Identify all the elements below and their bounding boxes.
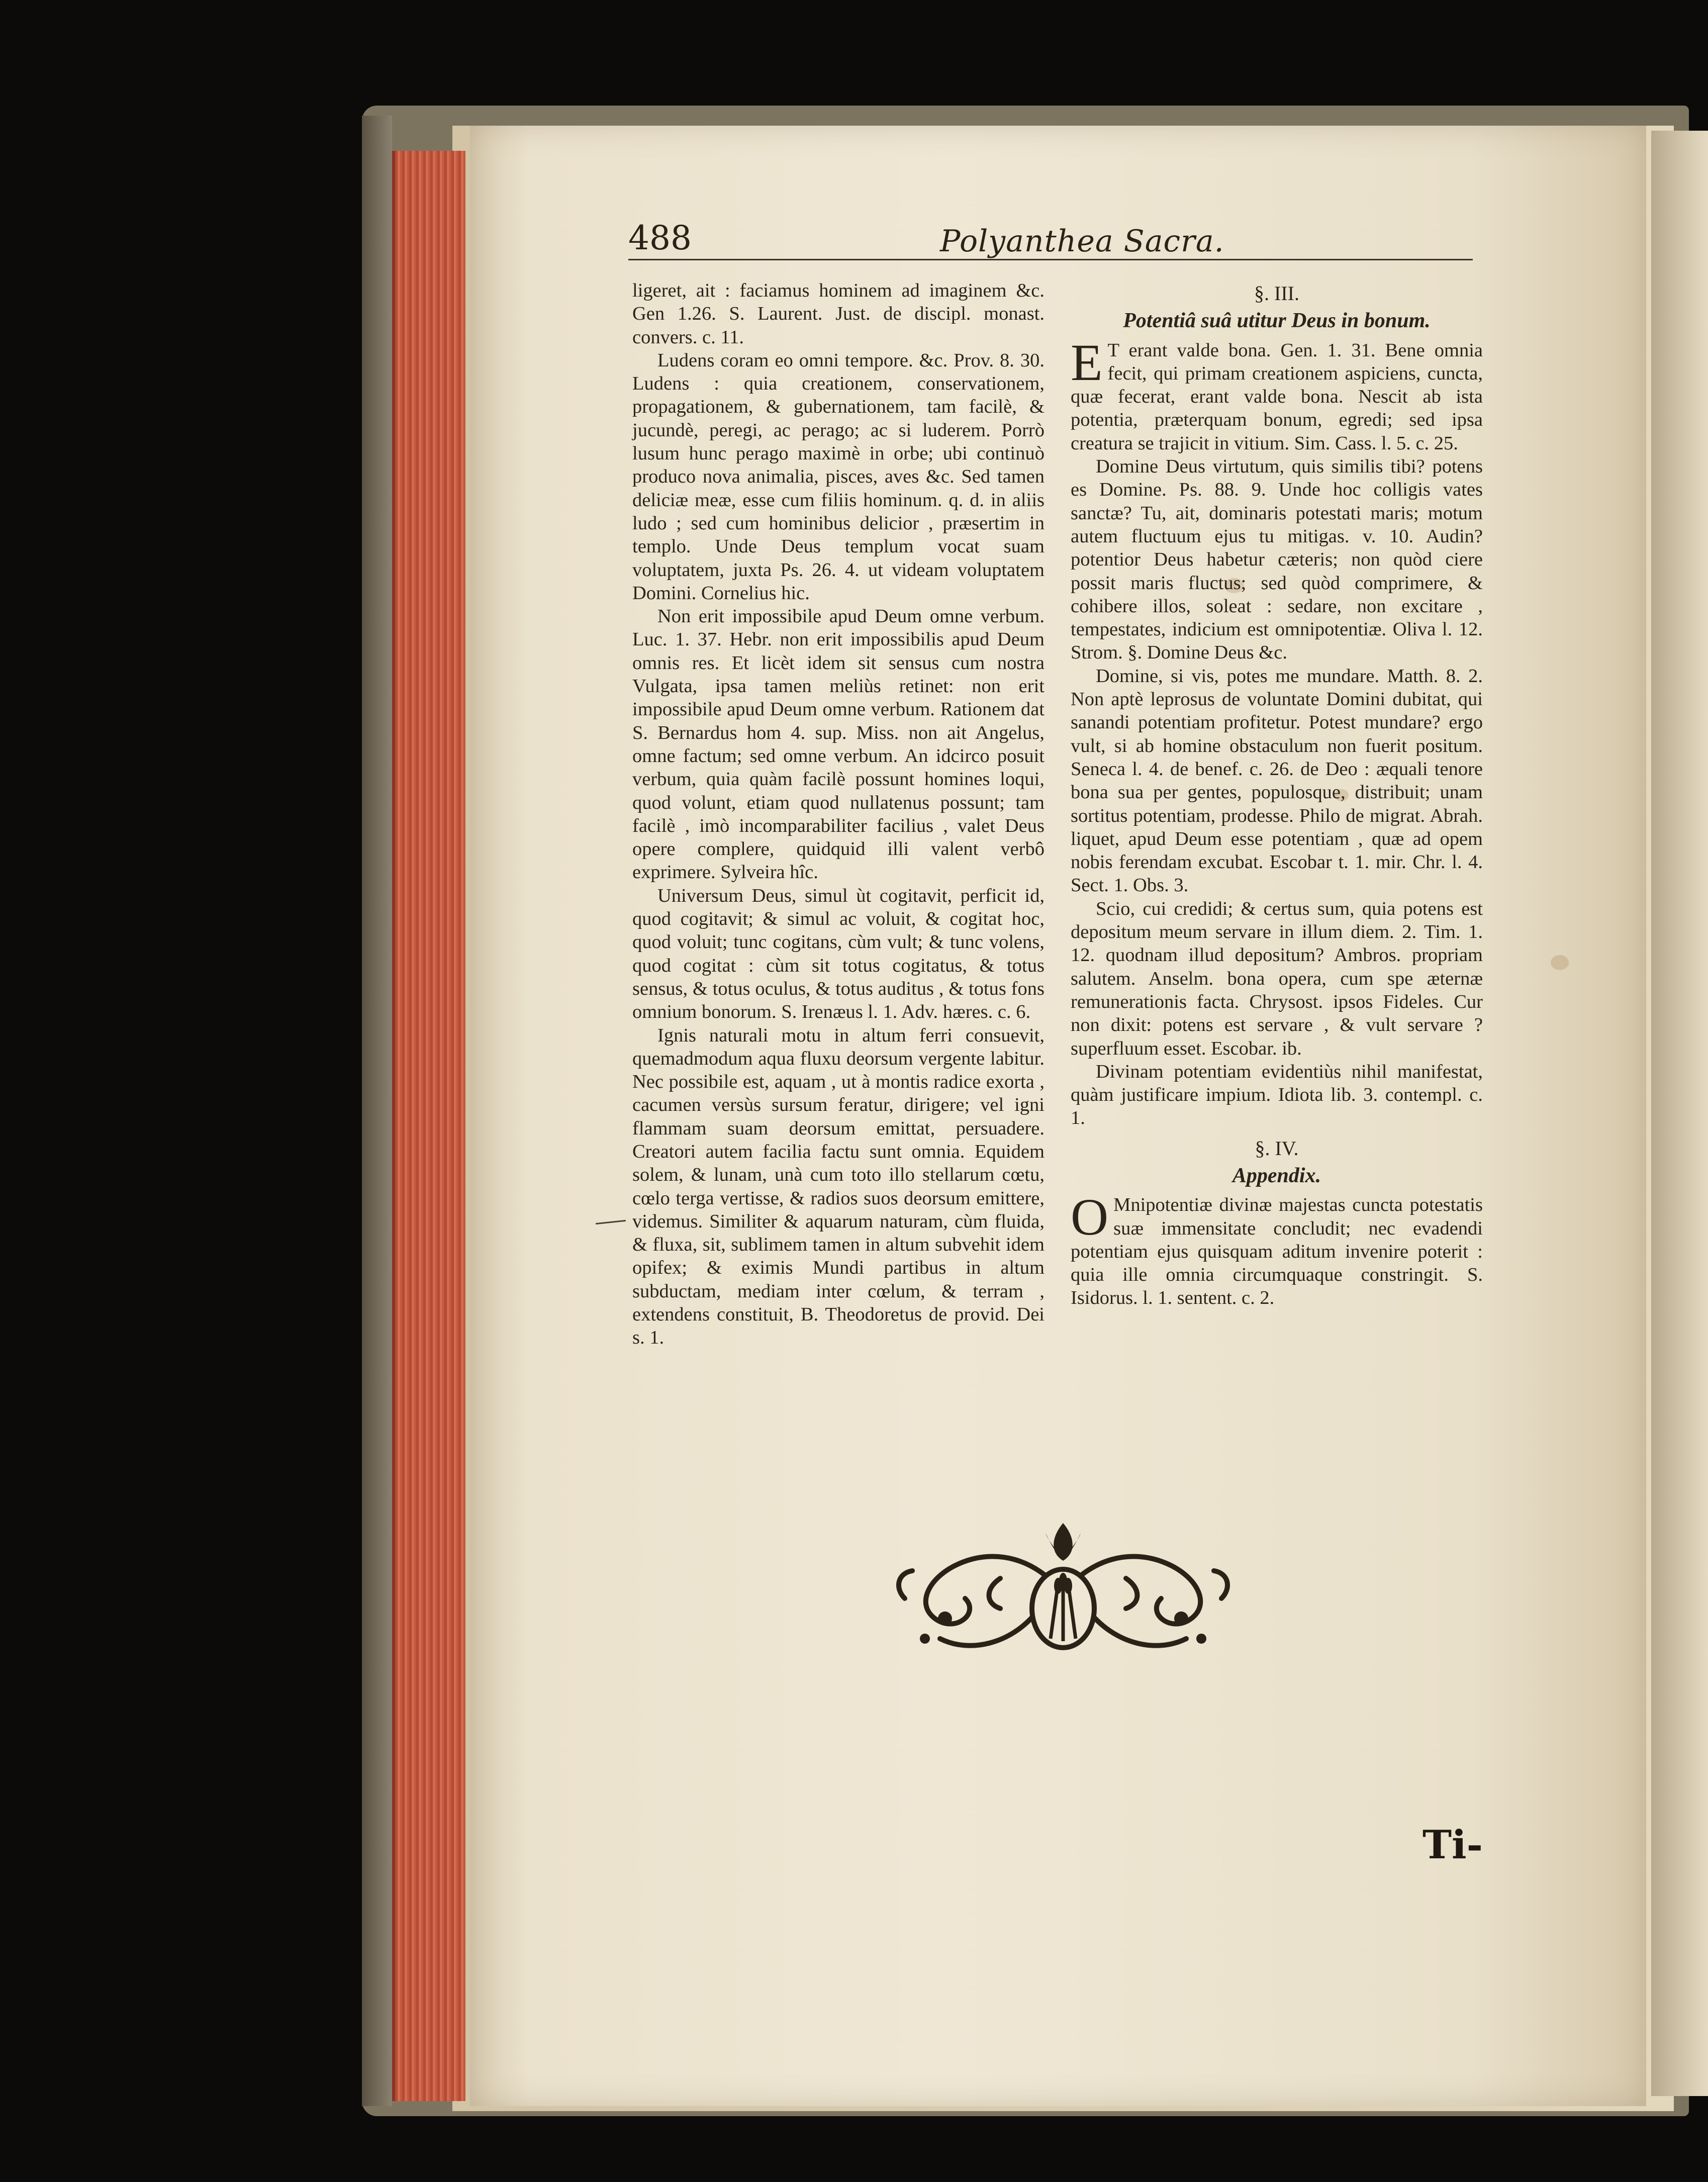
section-title: Appendix. [1232, 1164, 1321, 1187]
drop-cap: E [1071, 333, 1103, 392]
book-spine [362, 116, 392, 2106]
paragraph: Domine Deus virtutum, quis similis tibi? potens es Domine. Ps. 88. 9. Unde hoc colligis vates sanctæ? Tu, ait, dominaris potestati maris; motum autem fluctuum ejus tu mitigas. v. 10. Audin? potentior Deus habetur cæteris; non quòd ciere possit maris fluctus; sed quòd comprimere, & cohibere illos, soleat : sedare, non excitare , tempestates, indicium est omnipotentiæ. Oliva l. 12. Strom. §. Domine Deus &c. [1071, 456, 1483, 663]
paragraph-text: T erant valde bona. Gen. 1. 31. Bene omnia fecit, qui primam creationem aspiciens, cuncta, quæ fecerat, erant valde bona. Nescit ab ista potentia, præterquam bonum, egredi; sed ipsa creatura se trajicit in vitium. Sim. Cass. l. 5. c. 25. [1071, 339, 1483, 454]
facing-page-edge [1651, 131, 1708, 2096]
left-column [632, 279, 1045, 1350]
paragraph: Ludens coram eo omni tempore. &c. Prov. 8. 30. Ludens : quia creationem, conservationem, propagationem, & gubernationem, tam facilè, & jucundè, peregi, ac perago; ac si luderem. Porrò lusum hunc perago maximè in orbe; ubi continuò produco nova animalia, pisces, aves &c. Sed tamen deliciæ meæ, esse cum filiis hominum. q. d. in aliis ludo ; sed cum hominibus delicior , præsertim in templo. Unde Deus templum vocat suam voluptatem, juxta Ps. 26. 4. ut videam voluptatem Domini. Cornelius hic. [632, 349, 1045, 604]
catchword: Ti- [1422, 1822, 1483, 1868]
paragraph: Scio, cui credidi; & certus sum, quia potens est depositum meum servare in illum diem. 2. Tim. 1. 12. quodnam illud depositum? Ambros. propriam salutem. Anselm. bona opera, cum spe æternæ remunerationis facta. Chrysost. ipsos Fideles. Cur non dixit: potens est servare , & vult servare ? superfluum esset. Escobar. ib. [1071, 898, 1483, 1059]
section-title: Potentiâ suâ utitur Deus in bonum. [1123, 309, 1431, 333]
paragraph: Universum Deus, simul ùt cogitavit, perficit id, quod cogitavit; & simul ac voluit, & cogitat hoc, quod voluit; tunc cogitans, cùm vult; & tunc volens, quod cogitat : cùm sit totus cogitatus, & totus sensus, & totus oculus, & totus auditus , & totus fons omnium bonorum. S. Irenæus l. 1. Adv. hæres. c. 6. [632, 885, 1045, 1023]
page-title: Polyanthea Sacra. [940, 224, 1224, 259]
tailpiece-ornament [885, 1518, 1242, 1669]
page-number: 488 [628, 219, 692, 257]
paragraph: Ignis naturali motu in altum ferri consuevit, quemadmodum aqua fluxu deorsum vergente labitur. Nec possibile est, aquam , ut à montis radice exorta , cacumen versùs sursum feratur, dirigere; vel igni flammam suam deorsum emittat, persuadere. Creatori autem facilia factu sunt omnia. Equidem solem, & lunam, unà cum toto illo stellarum cœtu, cœlo terga vertisse, & radios suos deorsum emittere, videmus. Similiter & aquarum naturam, cùm fluida, & fluxa, sit, sublimem tamen in altum subvehit idem opifex; & eximis Mundi partibus in altum subductam, mediam inter cœlum, & terram , extendens constituit, B. Theodoretus de provid. Dei s. 1. [632, 1024, 1045, 1349]
drop-cap: O [1071, 1188, 1109, 1247]
running-head [628, 219, 1473, 264]
right-column [1071, 279, 1483, 1310]
stain [1551, 955, 1569, 970]
section-number: §. III. [1254, 282, 1299, 305]
section-number: §. IV. [1255, 1136, 1299, 1160]
red-page-edges [392, 151, 465, 2101]
paragraph [1071, 333, 1483, 455]
paragraph: Divinam potentiam evidentiùs nihil manifestat, quàm justificare impium. Idiota lib. 3. contempl. c. 1. [1071, 1061, 1483, 1129]
paragraph: Non erit impossibile apud Deum omne verbum. Luc. 1. 37. Hebr. non erit impossibilis apud Deum omnis res. Et licèt idem sit sensus cum nostra Vulgata, ipsa tamen meliùs retinet: non erit impossibile apud Deum omne verbum. Rationem dat S. Bernardus hom 4. sup. Miss. non ait Angelus, omne factum; sed omne verbum. An idcirco posuit verbum, quia quàm facilè possunt homines loqui, quod volunt, etiam quod nullatenus possunt; tam facilè , imò incomparabiliter facilius , valet Deus opere complere, quidquid illi valent verbô exprimere. Sylveira hîc. [632, 606, 1045, 883]
paragraph-text: Mnipotentiæ divinæ majestas cuncta potestatis suæ immensitate concludit; nec evadendi potentiam ejus quisquam aditum invenire poterit : quia ille omnia circumquaque constringit. S. Isidorus. l. 1. sentent. c. 2. [1071, 1194, 1483, 1309]
header-rule [628, 259, 1473, 260]
paragraph: ligeret, ait : faciamus hominem ad imaginem &c. Gen 1.26. S. Laurent. Just. de discipl. monast. convers. c. 11. [632, 280, 1045, 348]
paragraph [1071, 1188, 1483, 1309]
paragraph: Domine, si vis, potes me mundare. Matth. 8. 2. Non aptè leprosus de voluntate Domini dubitat, qui sanandi potentiam profitetur. Potest mundare? ergo vult, si ab homine obstaculum non fuerit positum. Seneca l. 4. de benef. c. 26. de Deo : æquali tenore bona sua per gentes, populosque, distribuit; unam sortitus potentiam, prodesse. Philo de migrat. Abrah. liquet, apud Deum esse potentiam , quæ ad opem nobis ferendam excubat. Escobar t. 1. mir. Chr. l. 4. Sect. 1. Obs. 3. [1071, 665, 1483, 896]
